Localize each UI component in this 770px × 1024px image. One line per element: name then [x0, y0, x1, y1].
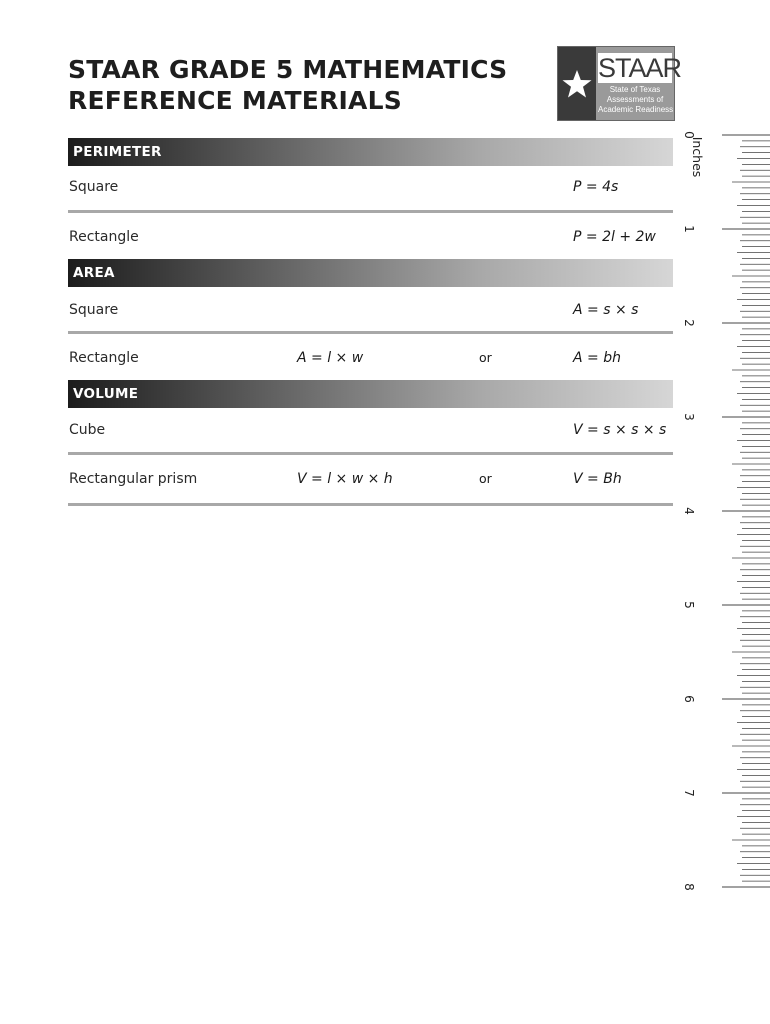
bottom-rule — [68, 503, 673, 506]
ruler-tick-label: 4 — [682, 507, 696, 515]
or-text: or — [479, 350, 492, 365]
shape-name: Rectangle — [69, 229, 139, 245]
title-line-1: STAAR GRADE 5 MATHEMATICS — [68, 55, 508, 84]
section-header-area — [68, 259, 673, 287]
logo-tagline-line: Assessments of — [606, 95, 664, 104]
shape-name: Cube — [69, 422, 106, 438]
ruler-tick-label: 8 — [682, 883, 696, 891]
ruler-tick-label: 3 — [682, 413, 696, 421]
formula: P = 4s — [573, 179, 619, 195]
formula: V = l × w × h — [297, 471, 393, 487]
shape-name: Rectangular prism — [69, 471, 198, 487]
formula: P = 2l + 2w — [573, 229, 656, 245]
logo-tagline-line: Academic Readiness — [598, 105, 674, 114]
formula-row-area-square — [68, 286, 673, 334]
section-header-volume — [68, 380, 673, 408]
section-title: AREA — [73, 265, 115, 281]
section-title: VOLUME — [73, 386, 139, 402]
logo-tagline — [598, 85, 672, 115]
shape-name: Rectangle — [69, 350, 139, 366]
formula: A = s × s — [573, 302, 639, 318]
formula: A = l × w — [297, 350, 364, 366]
inch-ruler — [680, 128, 770, 898]
formula-alternate: A = bh — [573, 350, 621, 366]
formula-row-volume-cube — [68, 406, 673, 454]
ruler-tick-label: 6 — [682, 695, 696, 703]
ruler-tick-label: 1 — [682, 225, 696, 233]
logo-star-panel — [558, 47, 596, 120]
section-title: PERIMETER — [73, 144, 162, 160]
formula: V = s × s × s — [573, 422, 667, 438]
ruler-tick-label: 7 — [682, 789, 696, 797]
star-icon — [561, 69, 593, 99]
formula-row-perimeter-square — [68, 163, 673, 211]
ruler-tick-label: 5 — [682, 601, 696, 609]
shape-name: Square — [69, 179, 119, 195]
logo-wordmark: STAAR — [598, 53, 682, 83]
logo-tagline-line: State of Texas — [609, 85, 661, 94]
ruler-tick-label: 0 — [682, 131, 696, 139]
section-header-perimeter — [68, 138, 673, 166]
formula-row-volume-prism — [68, 455, 673, 503]
ruler-unit-label: Inches — [690, 136, 705, 178]
formula-alternate: V = Bh — [573, 471, 622, 487]
staar-logo — [557, 46, 682, 121]
shape-name: Square — [69, 302, 119, 318]
page-title — [68, 54, 507, 116]
title-line-2: REFERENCE MATERIALS — [68, 86, 402, 115]
formula-row-area-rectangle — [68, 334, 673, 382]
or-text: or — [479, 471, 492, 486]
formula-row-perimeter-rectangle — [68, 213, 673, 261]
ruler-tick-label: 2 — [682, 319, 696, 327]
